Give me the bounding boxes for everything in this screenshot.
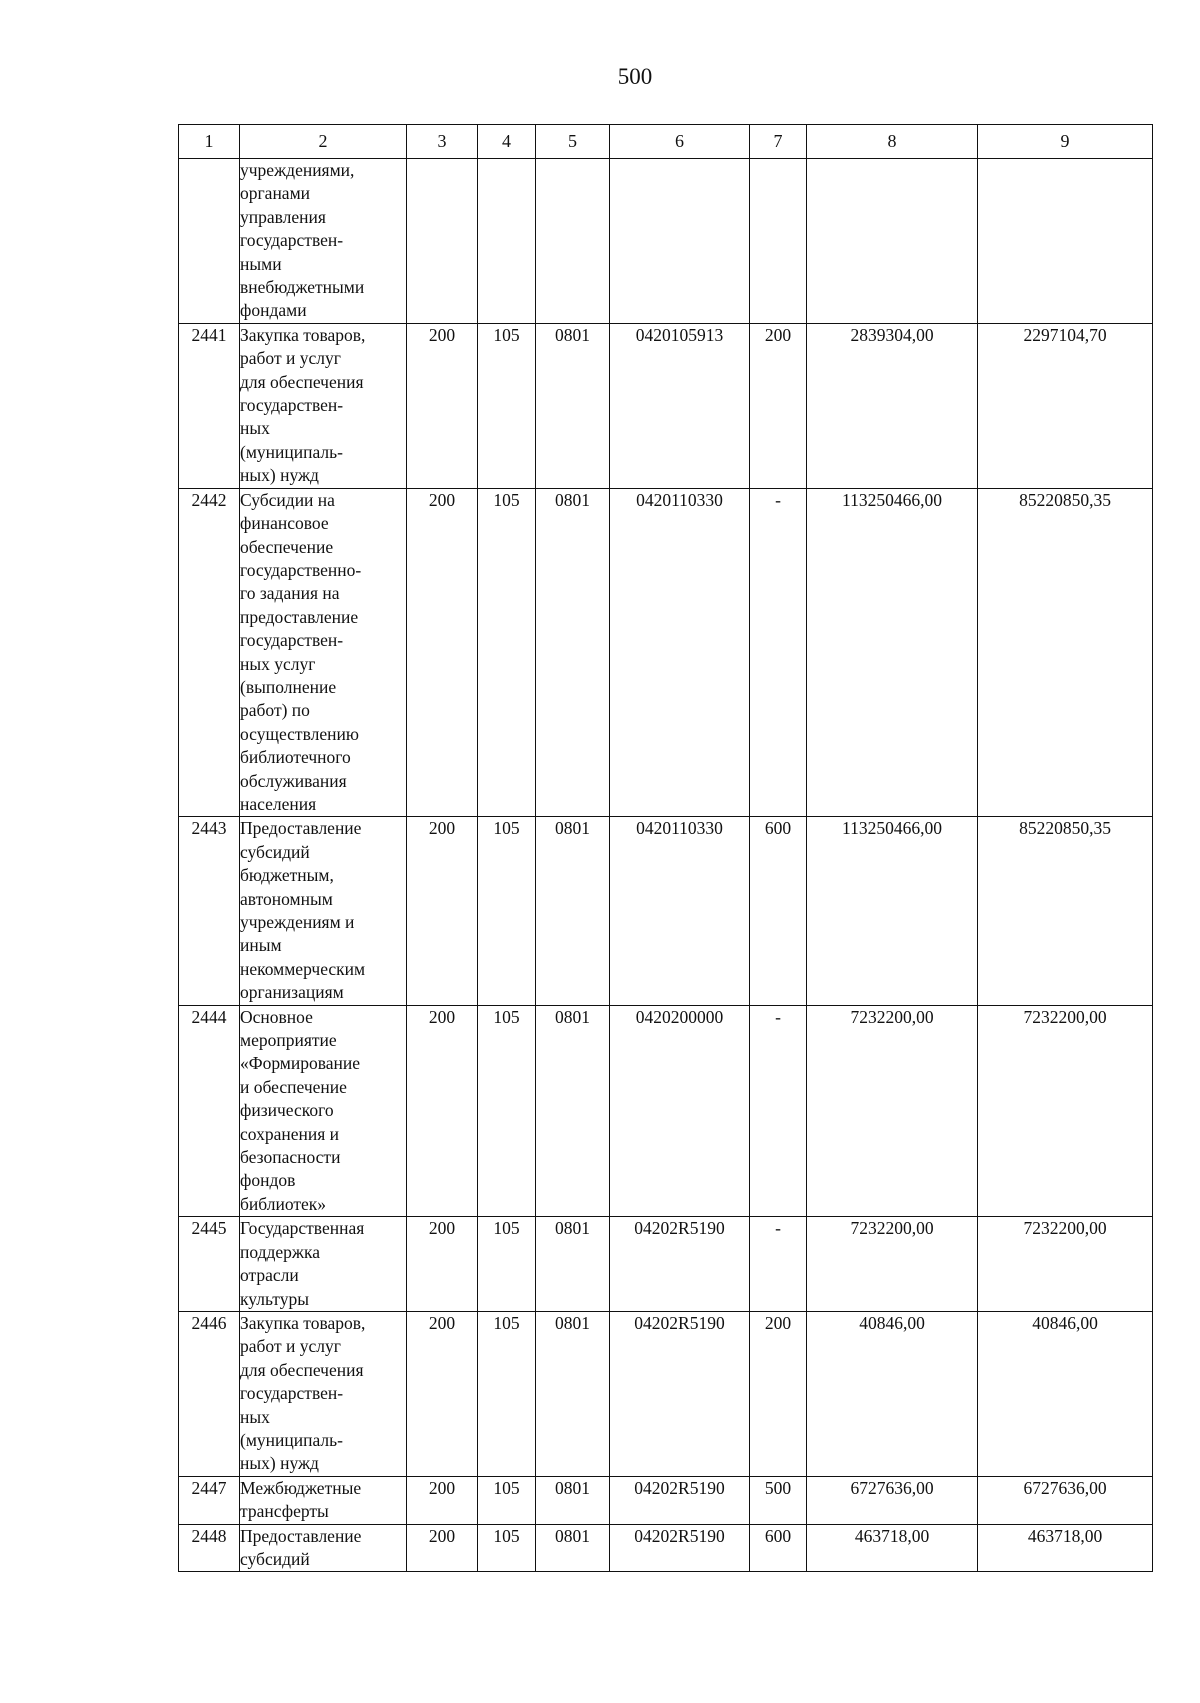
code-cell-5: 0801 — [536, 1476, 610, 1524]
amount-cell-9: 7232200,00 — [978, 1005, 1153, 1217]
amount-cell-8: 113250466,00 — [807, 817, 978, 1005]
code-cell-5: 0801 — [536, 323, 610, 488]
amount-cell-9: 40846,00 — [978, 1311, 1153, 1476]
item-name-line: работ) по — [240, 700, 310, 721]
table-row — [179, 1005, 1153, 1217]
code-cell-5: 0801 — [536, 1217, 610, 1312]
amount-cell-8: 463718,00 — [807, 1524, 978, 1572]
code-cell-6: 0420105913 — [610, 323, 750, 488]
item-name-line: организациям — [240, 982, 344, 1003]
amount-cell-8 — [807, 159, 978, 324]
code-cell-3: 200 — [407, 817, 478, 1005]
column-header-9: 9 — [978, 125, 1153, 159]
amount-cell-8: 113250466,00 — [807, 488, 978, 817]
code-cell-7: - — [750, 1005, 807, 1217]
item-name-line: государственно- — [240, 559, 362, 580]
amount-cell-9: 7232200,00 — [978, 1217, 1153, 1312]
item-name-line: (муниципаль- — [240, 441, 343, 462]
code-cell-5: 0801 — [536, 1524, 610, 1572]
column-header-4: 4 — [478, 125, 536, 159]
code-cell-5: 0801 — [536, 1311, 610, 1476]
code-cell-7: 600 — [750, 1524, 807, 1572]
item-name-cell — [240, 488, 407, 817]
code-cell-7: - — [750, 488, 807, 817]
code-cell-3 — [407, 159, 478, 324]
row-number-cell: 2443 — [179, 817, 240, 1005]
item-name-line: Предоставление — [240, 818, 362, 839]
item-name-line: физического — [240, 1100, 334, 1121]
item-name-cell — [240, 1005, 407, 1217]
code-cell-4: 105 — [478, 323, 536, 488]
item-name-line: «Формирование — [240, 1053, 361, 1074]
item-name-cell — [240, 1476, 407, 1524]
item-name-line: некоммерческим — [240, 958, 366, 979]
column-header-8: 8 — [807, 125, 978, 159]
item-name-line: органами — [240, 183, 311, 204]
table-row — [179, 1524, 1153, 1572]
item-name-line: библиотек» — [240, 1193, 327, 1214]
amount-cell-9: 85220850,35 — [978, 488, 1153, 817]
budget-table — [178, 124, 1153, 1572]
code-cell-3: 200 — [407, 1217, 478, 1312]
item-name-line: обслуживания — [240, 770, 347, 791]
row-number-cell: 2441 — [179, 323, 240, 488]
item-name-line: предоставление — [240, 606, 359, 627]
row-number-cell — [179, 159, 240, 324]
item-name-line: ными — [240, 253, 282, 274]
code-cell-6: 0420200000 — [610, 1005, 750, 1217]
column-header-6: 6 — [610, 125, 750, 159]
item-name-line: учреждениям и — [240, 912, 355, 932]
code-cell-7 — [750, 159, 807, 324]
row-number-cell: 2448 — [179, 1524, 240, 1572]
item-name-line: Основное — [240, 1006, 313, 1027]
amount-cell-9 — [978, 159, 1153, 324]
code-cell-6 — [610, 159, 750, 324]
item-name-line: Закупка товаров, — [240, 1312, 366, 1333]
code-cell-5: 0801 — [536, 488, 610, 817]
item-name-cell — [240, 1311, 407, 1476]
code-cell-4: 105 — [478, 817, 536, 1005]
row-number-cell: 2442 — [179, 488, 240, 817]
item-name-line: работ и услуг — [240, 1336, 341, 1357]
table-row — [179, 323, 1153, 488]
code-cell-6: 0420110330 — [610, 817, 750, 1005]
item-name-line: учреждениями, — [240, 160, 355, 180]
code-cell-5: 0801 — [536, 1005, 610, 1217]
item-name-line: (выполнение — [240, 676, 337, 697]
amount-cell-8: 40846,00 — [807, 1311, 978, 1476]
item-name-line: обеспечение — [240, 536, 334, 557]
item-name-line: и обеспечение — [240, 1076, 347, 1097]
table-row — [179, 817, 1153, 1005]
item-name-line: ных услуг — [240, 653, 316, 674]
amount-cell-9: 463718,00 — [978, 1524, 1153, 1572]
item-name-line: работ и услуг — [240, 348, 341, 369]
code-cell-5 — [536, 159, 610, 324]
column-header-7: 7 — [750, 125, 807, 159]
item-name-line: для обеспечения — [240, 371, 364, 392]
item-name-cell — [240, 1217, 407, 1312]
code-cell-3: 200 — [407, 1311, 478, 1476]
item-name-line: для обеспечения — [240, 1359, 364, 1380]
code-cell-3: 200 — [407, 488, 478, 817]
code-cell-6: 04202R5190 — [610, 1217, 750, 1312]
code-cell-4: 105 — [478, 1476, 536, 1524]
column-header-5: 5 — [536, 125, 610, 159]
item-name-line: трансферты — [240, 1501, 329, 1522]
item-name-line: иным — [240, 935, 282, 956]
item-name-line: ных) нужд — [240, 465, 319, 486]
row-number-cell: 2446 — [179, 1311, 240, 1476]
item-name-line: управления — [240, 206, 326, 227]
amount-cell-8: 7232200,00 — [807, 1217, 978, 1312]
amount-cell-9: 85220850,35 — [978, 817, 1153, 1005]
item-name-line: фондами — [240, 300, 307, 321]
column-header-3: 3 — [407, 125, 478, 159]
item-name-line: субсидий — [240, 1548, 310, 1569]
code-cell-3: 200 — [407, 323, 478, 488]
code-cell-7: 600 — [750, 817, 807, 1005]
item-name-line: фондов — [240, 1170, 296, 1191]
code-cell-4: 105 — [478, 1524, 536, 1572]
item-name-line: государствен- — [240, 395, 344, 416]
row-number-cell: 2447 — [179, 1476, 240, 1524]
item-name-line: финансовое — [240, 513, 329, 534]
code-cell-7: 500 — [750, 1476, 807, 1524]
table-row — [179, 488, 1153, 817]
code-cell-3: 200 — [407, 1005, 478, 1217]
page-number: 500 — [617, 64, 653, 89]
row-number-cell: 2445 — [179, 1217, 240, 1312]
item-name-line: отрасли — [240, 1265, 299, 1286]
code-cell-7: - — [750, 1217, 807, 1312]
item-name-line: ных — [240, 418, 270, 439]
amount-cell-8: 7232200,00 — [807, 1005, 978, 1217]
code-cell-3: 200 — [407, 1524, 478, 1572]
item-name-line: государствен- — [240, 1383, 344, 1404]
item-name-line: ных — [240, 1406, 270, 1427]
item-name-line: сохранения и — [240, 1123, 340, 1144]
table-row — [179, 159, 1153, 324]
code-cell-4: 105 — [478, 1217, 536, 1312]
code-cell-5: 0801 — [536, 817, 610, 1005]
item-name-cell — [240, 1524, 407, 1572]
item-name-line: субсидий — [240, 841, 310, 862]
code-cell-4: 105 — [478, 488, 536, 817]
code-cell-4: 105 — [478, 1005, 536, 1217]
item-name-line: Закупка товаров, — [240, 324, 366, 345]
code-cell-7: 200 — [750, 323, 807, 488]
code-cell-6: 0420110330 — [610, 488, 750, 817]
amount-cell-8: 2839304,00 — [807, 323, 978, 488]
table-row — [179, 1217, 1153, 1312]
code-cell-6: 04202R5190 — [610, 1476, 750, 1524]
table-row — [179, 1311, 1153, 1476]
item-name-line: государствен- — [240, 630, 344, 651]
item-name-line: государствен- — [240, 230, 344, 251]
item-name-line: поддержка — [240, 1241, 321, 1262]
item-name-line: бюджетным, — [240, 865, 334, 886]
amount-cell-9: 2297104,70 — [978, 323, 1153, 488]
amount-cell-9: 6727636,00 — [978, 1476, 1153, 1524]
item-name-line: Предоставление — [240, 1525, 362, 1546]
row-number-cell: 2444 — [179, 1005, 240, 1217]
item-name-line: Межбюджетные — [240, 1477, 362, 1498]
code-cell-6: 04202R5190 — [610, 1311, 750, 1476]
item-name-line: Субсидии на — [240, 489, 335, 510]
item-name-line: автономным — [240, 888, 333, 909]
item-name-line: безопасности — [240, 1147, 341, 1168]
amount-cell-8: 6727636,00 — [807, 1476, 978, 1524]
code-cell-7: 200 — [750, 1311, 807, 1476]
header-row — [179, 125, 1153, 159]
item-name-line: (муниципаль- — [240, 1429, 343, 1450]
item-name-line: го задания на — [240, 583, 340, 604]
item-name-cell — [240, 159, 407, 324]
column-header-2: 2 — [240, 125, 407, 159]
code-cell-3: 200 — [407, 1476, 478, 1524]
item-name-line: мероприятие — [240, 1030, 337, 1051]
item-name-cell — [240, 817, 407, 1005]
code-cell-4: 105 — [478, 1311, 536, 1476]
item-name-line: осуществлению — [240, 723, 359, 744]
table-row — [179, 1476, 1153, 1524]
item-name-cell — [240, 323, 407, 488]
item-name-line: культуры — [240, 1288, 309, 1309]
code-cell-6: 04202R5190 — [610, 1524, 750, 1572]
item-name-line: ных) нужд — [240, 1453, 319, 1474]
item-name-line: библиотечного — [240, 747, 351, 768]
item-name-line: внебюджетными — [240, 277, 365, 298]
item-name-line: Государственная — [240, 1218, 365, 1239]
column-header-1: 1 — [179, 125, 240, 159]
item-name-line: населения — [240, 793, 317, 814]
table-body — [179, 159, 1153, 1572]
code-cell-4 — [478, 159, 536, 324]
